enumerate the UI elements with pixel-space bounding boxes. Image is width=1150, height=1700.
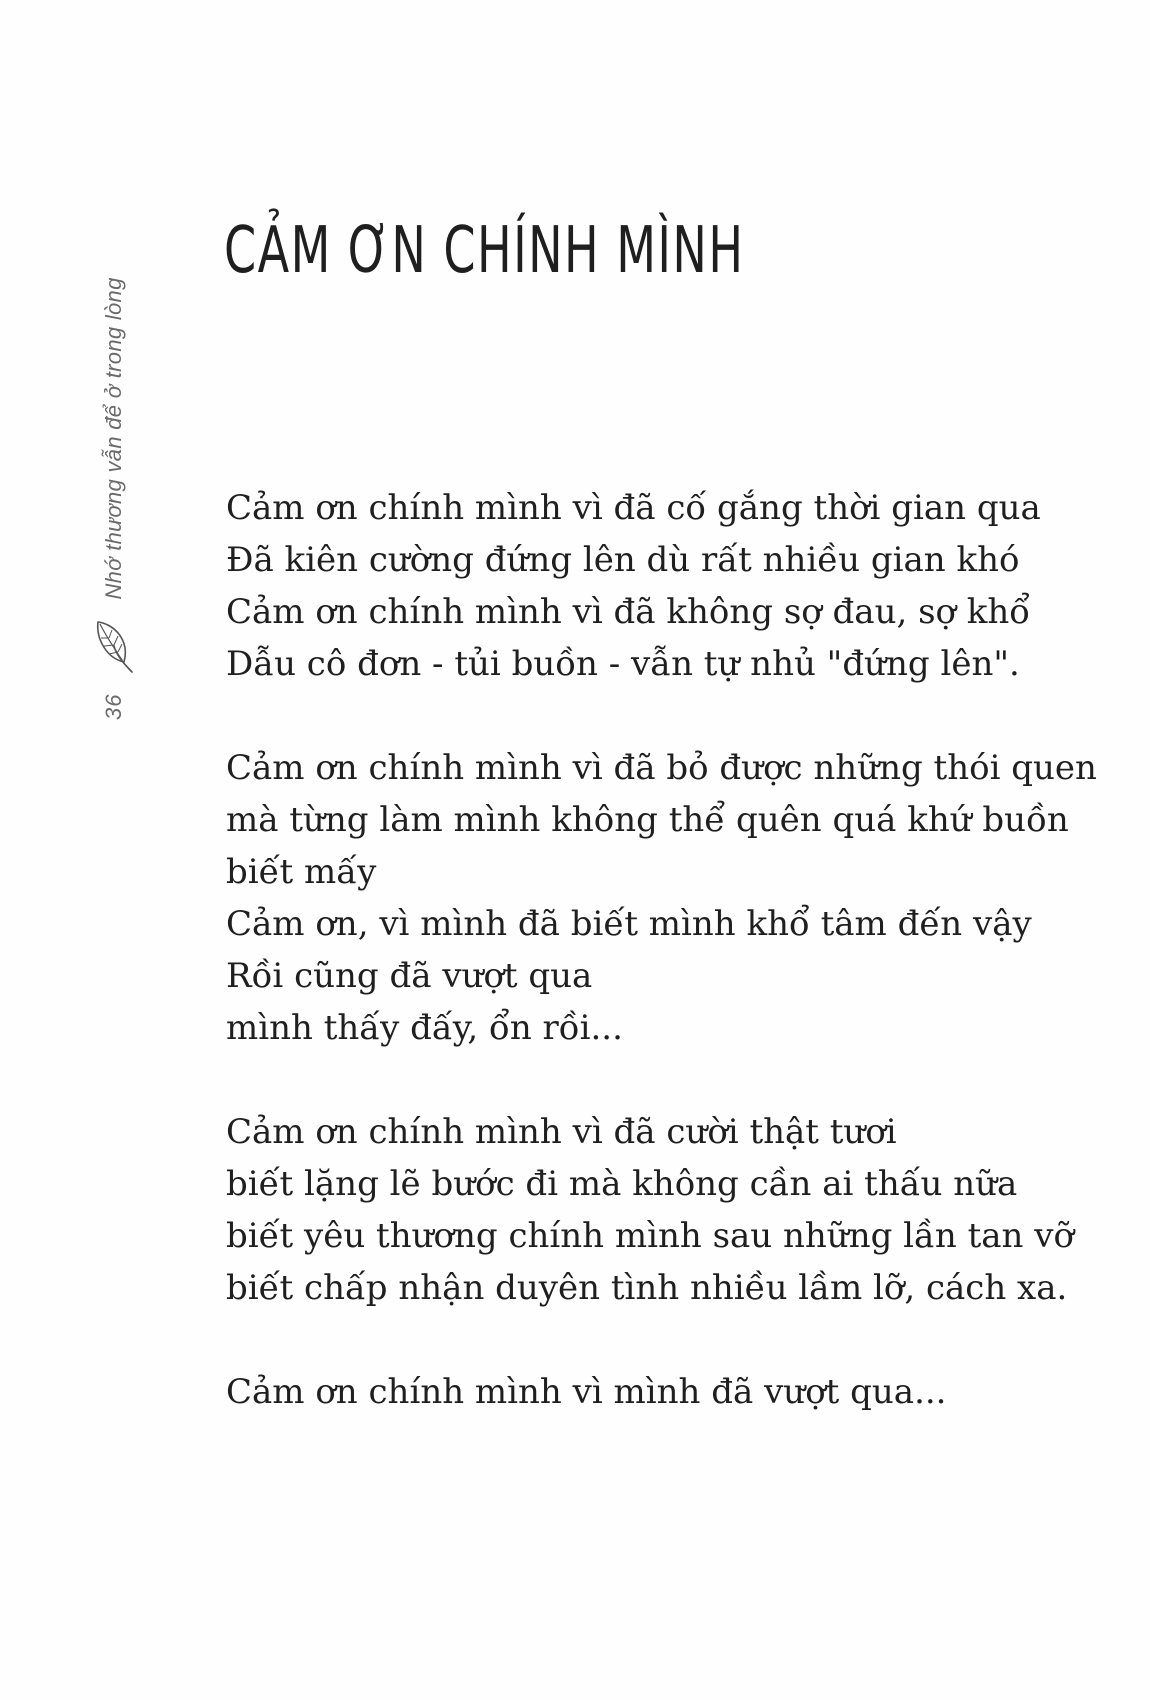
stanza	[226, 1106, 1106, 1314]
poem-line: Cảm ơn chính mình vì đã cười thật tươi	[226, 1112, 897, 1152]
poem-line: biết mấy	[226, 852, 377, 892]
poem-body	[226, 482, 1106, 1470]
poem-line: biết yêu thương chính mình sau những lần tan vỡ	[226, 1216, 1074, 1256]
poem-line: biết chấp nhận duyên tình nhiều lầm lỡ, cách xa.	[226, 1268, 1068, 1308]
poem-title: CẢM ƠN CHÍNH MÌNH	[224, 214, 745, 288]
page-number: 36	[101, 693, 126, 720]
running-head-rotated	[84, 180, 144, 720]
stanza	[226, 742, 1106, 1054]
poem-line: Đã kiên cường đứng lên dù rất nhiều gian khó	[226, 540, 1020, 580]
leaf-icon	[92, 618, 136, 676]
poem-line: mình thấy đấy, ổn rồi...	[226, 1008, 623, 1048]
poem-line: Cảm ơn chính mình vì mình đã vượt qua...	[226, 1372, 947, 1412]
poem-line: mà từng làm mình không thể quên quá khứ buồn	[226, 800, 1069, 840]
poem-line: Cảm ơn chính mình vì đã không sợ đau, sợ khổ	[226, 592, 1031, 632]
poem-line: biết lặng lẽ bước đi mà không cần ai thấu nữa	[226, 1164, 1018, 1204]
poem-line: Rồi cũng đã vượt qua	[226, 956, 593, 996]
poem-line: Cảm ơn, vì mình đã biết mình khổ tâm đến vậy	[226, 904, 1032, 944]
book-title: Nhớ thương vẫn để ở trong lòng	[101, 277, 126, 600]
stanza	[226, 482, 1106, 690]
poem-line: Cảm ơn chính mình vì đã cố gắng thời gian qua	[226, 488, 1041, 528]
stanza	[226, 1366, 1106, 1418]
poem-line: Dẫu cô đơn - tủi buồn - vẫn tự nhủ "đứng lên".	[226, 644, 1020, 684]
poem-line: Cảm ơn chính mình vì đã bỏ được những thói quen	[226, 748, 1097, 788]
running-head	[84, 180, 164, 720]
